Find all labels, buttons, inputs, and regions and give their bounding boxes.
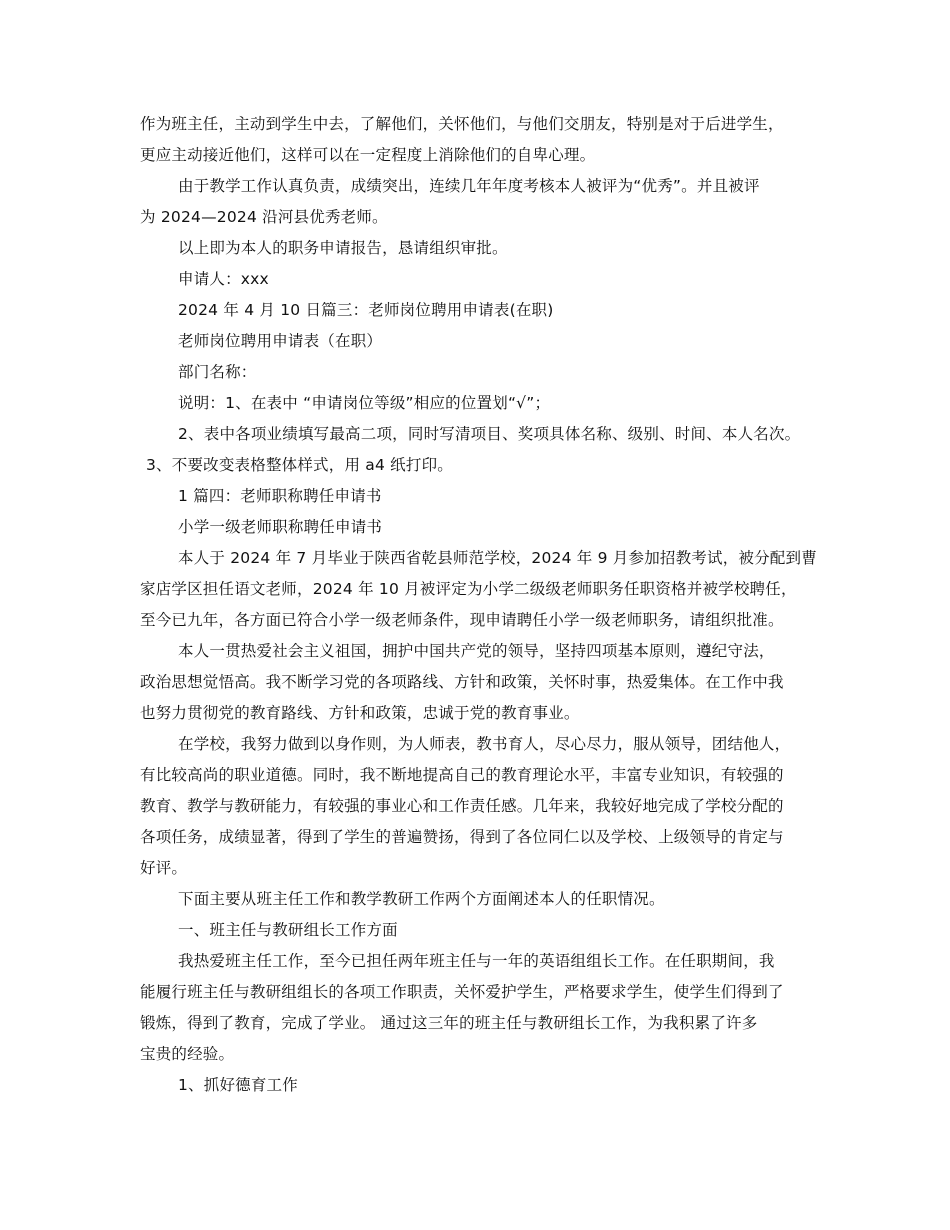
signature-line: 申请人：xxx bbox=[178, 270, 269, 288]
text-line: 有比较高尚的职业道德。同时，我不断地提高自己的教育理论水平，丰富专业知识，有较强的 bbox=[140, 766, 784, 784]
section-title: 小学一级老师职称聘任申请书 bbox=[178, 518, 383, 536]
text-line: 下面主要从班主任工作和教学教研工作两个方面阐述本人的任职情况。 bbox=[178, 890, 665, 908]
text-line: 2024 年 4 月 10 日篇三：老师岗位聘用申请表(在职) bbox=[178, 301, 554, 319]
text-line: 本人于 2024 年 7 月毕业于陕西省乾县师范学校，2024 年 9 月参加招教考试，被分配到曹 bbox=[178, 549, 817, 567]
text-line: 作为班主任，主动到学生中去，了解他们，关怀他们，与他们交朋友，特别是对于后进学生， bbox=[140, 115, 784, 133]
section-title: 1 篇四：老师职称聘任申请书 bbox=[178, 487, 382, 505]
text-line: 家店学区担任语文老师，2024 年 10 月被评定为小学二级级老师职务任职资格并被学校聘任， bbox=[140, 580, 797, 598]
text-line: 宝贵的经验。 bbox=[140, 1045, 235, 1063]
text-line: 本人一贯热爱社会主义祖国，拥护中国共产党的领导，坚持四项基本原则，遵纪守法， bbox=[178, 642, 775, 660]
text-line: 政治思想觉悟高。我不断学习党的各项路线、方针和政策，关怀时事，热爱集体。在工作中我 bbox=[140, 673, 784, 691]
text-line: 锻炼，得到了教育，完成了学业。 通过这三年的班主任与教研组长工作，为我积累了许多 bbox=[140, 1014, 758, 1032]
subsection-heading: 1、抓好德育工作 bbox=[178, 1076, 298, 1094]
text-line: 教育、教学与教研能力，有较强的事业心和工作责任感。几年来，我较好地完成了学校分配的 bbox=[140, 797, 784, 815]
text-line: 能履行班主任与教研组组长的各项工作职责，关怀爱护学生，严格要求学生，使学生们得到了 bbox=[140, 983, 784, 1001]
text-line: 2、表中各项业绩填写最高二项，同时写清项目、奖项具体名称、级别、时间、本人名次。 bbox=[178, 425, 801, 443]
text-line: 为 2024—2024 沿河县优秀老师。 bbox=[140, 208, 388, 226]
text-line: 3、不要改变表格整体样式，用 a4 纸打印。 bbox=[146, 456, 453, 474]
text-line: 各项任务，成绩显著，得到了学生的普遍赞扬，得到了各位同仁以及学校、上级领导的肯定与 bbox=[140, 828, 784, 846]
section-title: 老师岗位聘用申请表（在职） bbox=[178, 332, 383, 350]
text-line: 好评。 bbox=[140, 859, 188, 877]
text-line: 我热爱班主任工作，至今已担任两年班主任与一年的英语组组长工作。在任职期间，我 bbox=[178, 952, 775, 970]
text-line: 由于教学工作认真负责，成绩突出，连续几年年度考核本人被评为“优秀”。并且被评 bbox=[178, 177, 760, 195]
text-line: 至今已九年，各方面已符合小学一级老师条件，现申请聘任小学一级老师职务，请组织批准。 bbox=[140, 611, 784, 629]
text-line: 在学校，我努力做到以身作则，为人师表，教书育人，尽心尽力，服从领导，团结他人， bbox=[178, 735, 791, 753]
text-line: 也努力贯彻党的教育路线、方针和政策，忠诚于党的教育事业。 bbox=[140, 704, 580, 722]
text-line: 更应主动接近他们，这样可以在一定程度上消除他们的自卑心理。 bbox=[140, 146, 596, 164]
text-line: 部门名称： bbox=[178, 363, 257, 381]
text-line: 说明：1、在表中 “申请岗位等级”相应的位置划“√”； bbox=[178, 394, 551, 412]
text-line: 以上即为本人的职务申请报告，恳请组织审批。 bbox=[178, 239, 508, 257]
section-heading: 一、班主任与教研组长工作方面 bbox=[178, 921, 398, 939]
